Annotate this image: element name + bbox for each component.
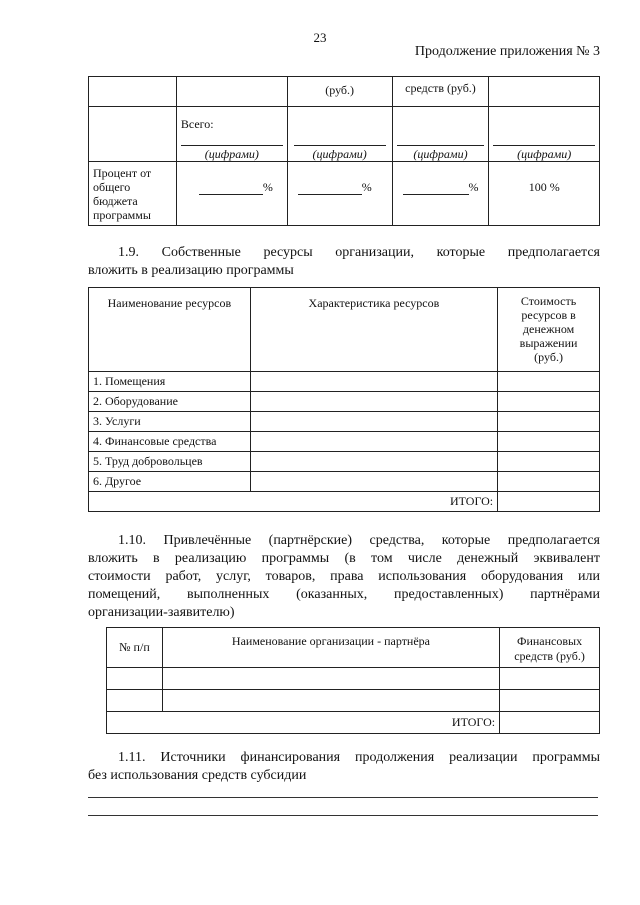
paragraph-line: вложить в реализацию программы xyxy=(88,263,294,278)
resource-name: 5. Труд добровольцев xyxy=(89,452,251,472)
paragraph-line: 1.11. Источники финансирования продолжения реализации программы xyxy=(118,750,600,765)
header-line: ресурсов в xyxy=(521,308,576,322)
section-1-9-text xyxy=(88,244,600,280)
budget-cell xyxy=(89,107,177,162)
paragraph-line: помещений, выполненных (оказанных, предоставленных) партнёрами xyxy=(88,587,600,602)
resources-header-cost xyxy=(498,288,600,372)
continuation-heading: Продолжение приложения № 3 xyxy=(414,44,600,59)
budget-cell xyxy=(287,162,392,226)
resource-char xyxy=(250,472,497,492)
blank-line xyxy=(403,194,469,195)
ciframi-label: (цифрами) xyxy=(181,145,283,162)
ciframi-label: (цифрами) xyxy=(493,145,595,162)
budget-row-header-tail xyxy=(89,77,600,107)
header-line: Стоимость xyxy=(520,294,577,308)
paragraph-line: без использования средств субсидии xyxy=(88,768,307,783)
total-value xyxy=(500,712,600,734)
budget-cell xyxy=(489,107,600,162)
table-row xyxy=(107,668,600,690)
paragraph-line: организации-заявителю) xyxy=(88,605,235,620)
resource-cost xyxy=(498,432,600,452)
blank-answer-line xyxy=(88,797,598,798)
table-row xyxy=(107,690,600,712)
budget-cell xyxy=(392,107,489,162)
resource-cost xyxy=(498,412,600,432)
partner-num xyxy=(107,668,163,690)
budget-cell xyxy=(287,107,392,162)
budget-cell xyxy=(89,77,177,107)
budget-cell xyxy=(392,77,489,107)
paragraph-line: стоимости работ, услуг, товаров, права использования оборудования или xyxy=(88,569,600,584)
partner-fin xyxy=(500,668,600,690)
partner-name xyxy=(162,668,499,690)
resource-char xyxy=(250,432,497,452)
partners-header-num: № п/п xyxy=(107,628,163,668)
resource-name: 6. Другое xyxy=(89,472,251,492)
total-label: ИТОГО: xyxy=(107,712,500,734)
budget-row-total xyxy=(89,107,600,162)
blank-answer-line xyxy=(88,815,598,816)
partners-header-fin xyxy=(500,628,600,668)
budget-cell xyxy=(176,162,287,226)
header-line: выражении xyxy=(519,336,578,350)
resources-header-char: Характеристика ресурсов xyxy=(250,288,497,372)
resource-cost xyxy=(498,372,600,392)
resource-cost xyxy=(498,452,600,472)
table-row xyxy=(89,412,600,432)
percent-label-line: бюджета xyxy=(93,194,138,208)
partners-table xyxy=(106,627,600,734)
table-row xyxy=(89,392,600,412)
resource-cost xyxy=(498,472,600,492)
resources-header-name: Наименование ресурсов xyxy=(89,288,251,372)
section-1-10-text xyxy=(88,532,600,622)
section-1-11-text xyxy=(88,749,600,785)
resource-char xyxy=(250,392,497,412)
partners-header-row xyxy=(107,628,600,668)
resources-total-row xyxy=(89,492,600,512)
table-row xyxy=(89,372,600,392)
rub-label: (руб.) xyxy=(325,83,355,97)
resource-name: 3. Услуги xyxy=(89,412,251,432)
percent-value: % xyxy=(262,180,273,194)
budget-cell xyxy=(287,77,392,107)
funds-rub-label: средств (руб.) xyxy=(405,81,476,95)
header-line: денежном xyxy=(522,322,575,336)
header-line: Финансовых xyxy=(516,634,583,648)
partner-fin xyxy=(500,690,600,712)
table-row xyxy=(89,472,600,492)
budget-cell xyxy=(489,77,600,107)
percent-value: 100 % xyxy=(528,180,560,194)
paragraph-line: вложить в реализацию программы (в том числе денежный эквивалент xyxy=(88,551,600,566)
blank-line xyxy=(199,194,263,195)
partner-num xyxy=(107,690,163,712)
percent-label-line: общего xyxy=(93,180,131,194)
ciframi-label: (цифрами) xyxy=(294,145,386,162)
paragraph-line: 1.10. Привлечённые (партнёрские) средства, которые предполагается xyxy=(118,533,600,548)
percent-label xyxy=(89,162,176,222)
vsego-label: Всего: xyxy=(180,117,214,131)
resource-name: 4. Финансовые средства xyxy=(89,432,251,452)
paragraph-line: 1.9. Собственные ресурсы организации, которые предполагается xyxy=(118,245,600,260)
percent-value: % xyxy=(468,180,479,194)
resources-header-row xyxy=(89,288,600,372)
resource-name: 2. Оборудование xyxy=(89,392,251,412)
percent-value: % xyxy=(361,180,372,194)
budget-cell xyxy=(89,162,177,226)
header-line: (руб.) xyxy=(534,350,563,364)
resource-char xyxy=(250,412,497,432)
percent-label-line: Процент от xyxy=(93,166,152,180)
ciframi-label: (цифрами) xyxy=(397,145,485,162)
budget-table xyxy=(88,76,600,226)
table-row xyxy=(89,432,600,452)
table-row xyxy=(89,452,600,472)
partner-name xyxy=(162,690,499,712)
budget-cell xyxy=(489,162,600,226)
budget-row-percent xyxy=(89,162,600,226)
resource-char xyxy=(250,452,497,472)
budget-cell xyxy=(176,107,287,162)
partners-total-row xyxy=(107,712,600,734)
percent-label-line: программы xyxy=(93,208,151,222)
partners-header-name: Наименование организации - партнёра xyxy=(162,628,499,668)
resource-name: 1. Помещения xyxy=(89,372,251,392)
budget-cell xyxy=(176,77,287,107)
header-line: средств (руб.) xyxy=(514,649,585,663)
total-value xyxy=(498,492,600,512)
total-label: ИТОГО: xyxy=(89,492,498,512)
budget-cell xyxy=(392,162,489,226)
resources-table xyxy=(88,287,600,512)
blank-line xyxy=(298,194,362,195)
page-number: 23 xyxy=(313,30,327,45)
resource-cost xyxy=(498,392,600,412)
resource-char xyxy=(250,372,497,392)
